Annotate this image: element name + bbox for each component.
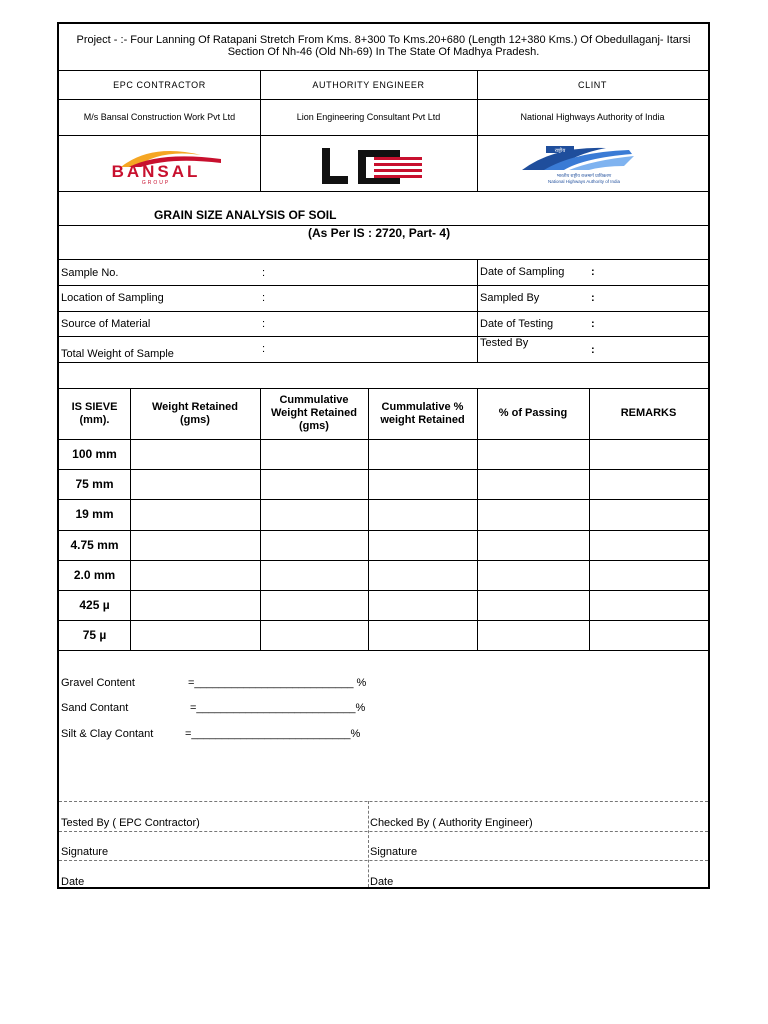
authority-engineer-header: AUTHORITY ENGINEER bbox=[312, 80, 425, 90]
divider bbox=[59, 311, 708, 312]
bansal-logo bbox=[81, 141, 231, 185]
project-line-1: Project - :- Four Lanning Of Ratapani Stretch From Kms. 8+300 To Kms.20+680 (Length 12+380 Kms.) Of Obedullaganj- Itarsi bbox=[76, 34, 691, 46]
table-row-divider bbox=[59, 560, 708, 561]
divider bbox=[59, 336, 708, 337]
sieve-size-cell: 100 mm bbox=[72, 447, 117, 461]
divider bbox=[59, 831, 708, 832]
date-sampling-colon: : bbox=[591, 266, 595, 278]
divider bbox=[59, 70, 708, 71]
form-standard: (As Per IS : 2720, Part- 4) bbox=[308, 226, 451, 240]
svg-text:राष्ट्रीय: राष्ट्रीय bbox=[554, 148, 566, 154]
nhai-logo-english: National Highways Authority of India bbox=[547, 179, 621, 184]
location-colon: : bbox=[262, 292, 266, 304]
sieve-size-cell: 75 mm bbox=[75, 477, 114, 492]
lec-logo bbox=[320, 144, 430, 186]
silt-clay-content-label: Silt & Clay Contant bbox=[61, 728, 154, 740]
checked-date-label: Date bbox=[370, 876, 394, 888]
divider bbox=[59, 388, 708, 389]
sand-content-label: Sand Contant bbox=[61, 702, 129, 714]
tested-date-label: Date bbox=[61, 876, 85, 888]
client-name: National Highways Authority of India bbox=[520, 112, 665, 122]
epc-contractor-header: EPC CONTRACTOR bbox=[113, 80, 206, 90]
divider bbox=[477, 388, 478, 650]
date-testing-label: Date of Testing bbox=[480, 318, 554, 330]
col-header-cumulative-percent: Cummulative % weight Retained bbox=[380, 401, 465, 426]
divider bbox=[59, 99, 708, 100]
sieve-size-cell: 2.0 mm bbox=[73, 567, 116, 582]
date-sampling-label: Date of Sampling bbox=[480, 266, 565, 278]
nhai-logo-hindi: भारतीय राष्ट्रीय राजमार्ग प्राधिकरण bbox=[556, 173, 612, 178]
source-colon: : bbox=[262, 318, 266, 330]
divider bbox=[589, 388, 590, 650]
table-row-divider bbox=[59, 620, 708, 621]
nhai-logo bbox=[514, 142, 664, 186]
divider bbox=[59, 191, 708, 192]
sieve-size-cell: 425 µ bbox=[79, 598, 110, 612]
divider bbox=[59, 860, 708, 861]
silt-clay-content-value: =__________________________% bbox=[185, 728, 361, 740]
checked-signature-label: Signature bbox=[370, 846, 418, 858]
divider bbox=[59, 285, 708, 286]
table-row-divider bbox=[59, 530, 708, 531]
form-title: GRAIN SIZE ANALYSIS OF SOIL bbox=[154, 208, 337, 222]
sieve-size-cell: 19 mm bbox=[75, 507, 114, 522]
table-row-divider bbox=[59, 590, 708, 591]
divider bbox=[368, 388, 369, 650]
sand-content-value: =__________________________% bbox=[190, 702, 366, 714]
divider bbox=[59, 439, 708, 440]
sieve-size-cell: 75 µ bbox=[82, 628, 107, 643]
project-line-2: Section Of Nh-46 (Old Nh-69) In The State Of Madhya Pradesh. bbox=[227, 46, 540, 58]
divider bbox=[59, 362, 708, 363]
authority-engineer-name: Lion Engineering Consultant Pvt Ltd bbox=[296, 112, 441, 122]
divider bbox=[130, 388, 131, 650]
table-row-divider bbox=[59, 499, 708, 500]
col-header-remarks: REMARKS bbox=[620, 407, 677, 419]
bansal-logo-subtext: GROUP bbox=[141, 180, 171, 185]
tested-by-epc-label: Tested By ( EPC Contractor) bbox=[61, 817, 200, 829]
tested-by-label: Tested By bbox=[480, 337, 529, 349]
table-row-divider bbox=[59, 650, 708, 651]
checked-by-ae-label: Checked By ( Authority Engineer) bbox=[370, 817, 533, 829]
total-weight-label: Total Weight of Sample bbox=[61, 348, 174, 360]
divider bbox=[368, 801, 369, 887]
sample-no-label: Sample No. bbox=[61, 267, 119, 279]
date-testing-colon: : bbox=[591, 318, 595, 330]
test-report-form bbox=[57, 22, 710, 889]
divider bbox=[59, 801, 708, 802]
gravel-content-label: Gravel Content bbox=[61, 677, 135, 689]
sampled-by-colon: : bbox=[591, 292, 595, 304]
col-header-weight-retained: Weight Retained (gms) bbox=[152, 401, 238, 426]
total-weight-colon: : bbox=[262, 343, 266, 355]
col-header-sieve: IS SIEVE (mm). bbox=[71, 401, 118, 426]
bansal-logo-text: BANSAL bbox=[111, 162, 201, 181]
epc-contractor-name: M/s Bansal Construction Work Pvt Ltd bbox=[83, 112, 236, 122]
sieve-size-cell: 4.75 mm bbox=[70, 537, 119, 552]
divider bbox=[59, 135, 708, 136]
gravel-content-value: =__________________________ % bbox=[188, 677, 367, 689]
divider bbox=[59, 259, 708, 260]
col-header-cumulative-weight: Cummulative Weight Retained (gms) bbox=[271, 394, 357, 432]
sampled-by-label: Sampled By bbox=[480, 292, 540, 304]
tested-by-colon: : bbox=[591, 344, 595, 356]
source-label: Source of Material bbox=[61, 318, 151, 330]
col-header-percent-passing: % of Passing bbox=[498, 407, 568, 419]
sample-no-colon: : bbox=[262, 267, 266, 279]
table-row-divider bbox=[59, 469, 708, 470]
location-label: Location of Sampling bbox=[61, 292, 164, 304]
client-header: CLINT bbox=[577, 80, 607, 90]
tested-signature-label: Signature bbox=[61, 846, 109, 858]
